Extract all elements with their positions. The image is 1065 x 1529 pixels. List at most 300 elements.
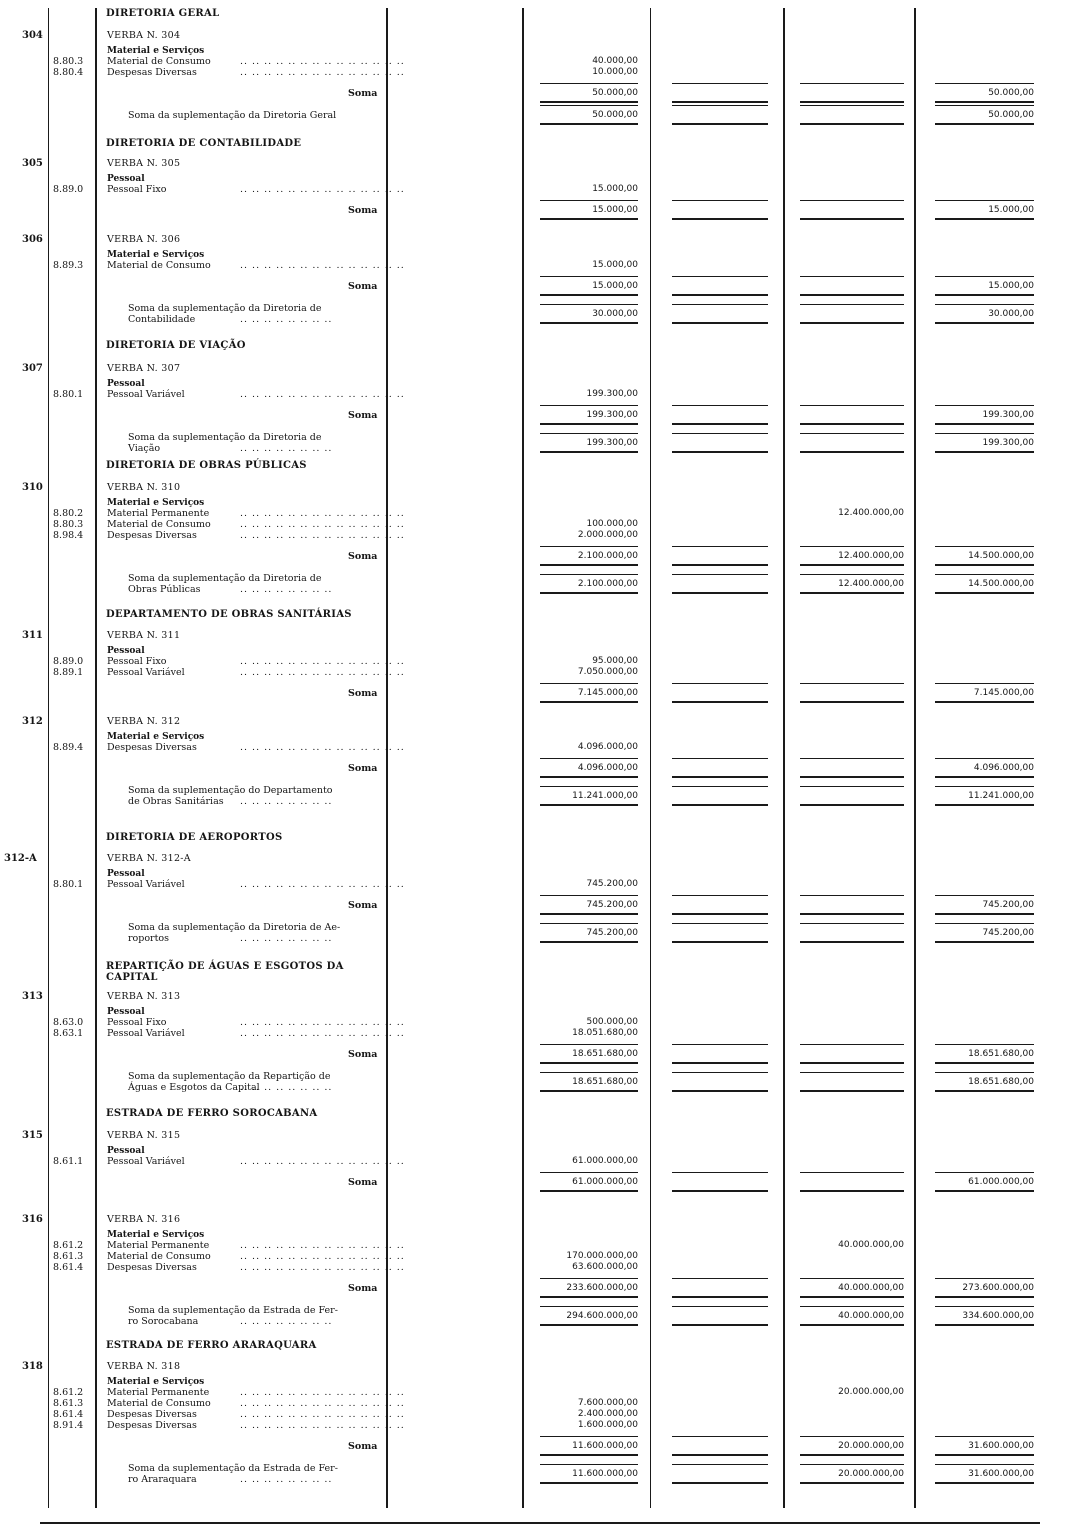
verba-title: VERBA N. 310: [107, 482, 181, 493]
amount-c1: 15.000,00: [592, 260, 638, 270]
total-rule: [540, 895, 638, 896]
section-heading: DIRETORIA DE VIAÇÃO: [106, 340, 246, 351]
leader-dots: .. .. .. .. .. .. .. ..: [240, 796, 333, 807]
total-rule: [672, 1436, 768, 1437]
amount-c1: 1.600.000,00: [577, 1420, 638, 1430]
amount-c3: 40.000.000,00: [838, 1240, 904, 1250]
amount-c1: 2.400.000,00: [577, 1409, 638, 1419]
total-rule: [672, 1454, 768, 1456]
total-rule: [935, 218, 1034, 220]
total-rule: [800, 786, 904, 787]
total-rule: [672, 322, 768, 324]
item-label: Pessoal Fixo: [107, 1017, 167, 1028]
item-label: Pessoal Variável: [107, 667, 185, 678]
total-rule: [800, 1062, 904, 1064]
total-rule: [935, 574, 1034, 575]
leader-dots: .. .. .. .. .. .. .. .. .. .. .. .. .. ..: [240, 67, 405, 78]
column-rule: [650, 8, 651, 1508]
amount-c1: 18.651.680,00: [572, 1049, 638, 1059]
amount-c4: 7.145.000,00: [973, 688, 1034, 698]
item-label: Despesas Diversas: [107, 1409, 197, 1420]
total-rule: [800, 322, 904, 324]
soma-label: Soma: [348, 281, 378, 292]
total-rule: [672, 218, 768, 220]
total-rule: [935, 1306, 1034, 1307]
amount-c3: 40.000.000,00: [838, 1283, 904, 1293]
amount-c1: 50.000,00: [592, 110, 638, 120]
amount-c3: 12.400.000,00: [838, 579, 904, 589]
item-code: 8.80.4: [53, 67, 84, 78]
total-rule: [800, 758, 904, 759]
verba-code: 310: [22, 482, 43, 493]
item-label: Material de Consumo: [107, 519, 211, 530]
item-label: Despesas Diversas: [107, 1420, 197, 1431]
amount-c1: 50.000,00: [592, 88, 638, 98]
amount-c1: 294.600.000,00: [566, 1311, 638, 1321]
total-rule: [540, 451, 638, 453]
supplement-label: Soma da suplementação da Estrada de Fer-: [128, 1463, 338, 1474]
total-rule: [800, 941, 904, 943]
section-heading: DIRETORIA DE CONTABILIDADE: [106, 138, 302, 149]
amount-c1: 199.300,00: [586, 389, 638, 399]
total-rule: [672, 683, 768, 684]
total-rule: [935, 1090, 1034, 1092]
total-rule: [672, 433, 768, 434]
category-label: Pessoal: [107, 379, 145, 389]
section-heading: DIRETORIA DE AEROPORTOS: [106, 832, 283, 843]
total-rule: [672, 1190, 768, 1192]
total-rule: [800, 1296, 904, 1298]
total-rule: [540, 1482, 638, 1484]
total-rule: [800, 804, 904, 806]
amount-c1: 233.600.000,00: [566, 1283, 638, 1293]
amount-c1: 7.050.000,00: [577, 667, 638, 677]
total-rule: [935, 294, 1034, 296]
total-rule: [935, 1190, 1034, 1192]
total-rule: [540, 123, 638, 125]
item-label: Despesas Diversas: [107, 742, 197, 753]
total-rule: [800, 423, 904, 425]
total-rule: [935, 1454, 1034, 1456]
total-rule: [540, 786, 638, 787]
verba-title: VERBA N. 315: [107, 1130, 181, 1141]
total-rule: [540, 1436, 638, 1437]
total-rule: [672, 405, 768, 406]
item-code: 8.80.3: [53, 56, 84, 67]
total-rule: [935, 786, 1034, 787]
item-code: 8.61.2: [53, 1240, 84, 1251]
leader-dots: .. .. .. .. .. .. .. ..: [240, 933, 333, 944]
total-rule: [672, 913, 768, 915]
supplement-label: Soma da suplementação da Repartição de: [128, 1071, 331, 1082]
supplement-label: Contabilidade: [128, 314, 196, 325]
amount-c1: 199.300,00: [586, 410, 638, 420]
supplement-label: Soma da suplementação da Diretoria de Ae-: [128, 922, 341, 933]
total-rule: [800, 683, 904, 684]
verba-title: VERBA N. 306: [107, 234, 181, 245]
leader-dots: .. .. .. .. .. .. .. .. .. .. .. .. .. ..: [240, 1387, 405, 1398]
amount-c4: 30.000,00: [988, 309, 1034, 319]
total-rule: [935, 322, 1034, 324]
total-rule: [935, 683, 1034, 684]
verba-code: 312: [22, 716, 43, 727]
total-rule: [800, 701, 904, 703]
column-rule: [914, 8, 916, 1508]
verba-code: 313: [22, 991, 43, 1002]
category-label: Pessoal: [107, 1146, 145, 1156]
total-rule: [672, 804, 768, 806]
soma-label: Soma: [348, 410, 378, 421]
total-rule: [540, 1072, 638, 1073]
total-rule: [800, 405, 904, 406]
total-rule: [800, 200, 904, 201]
supplement-label: Soma da suplementação da Diretoria de: [128, 303, 322, 314]
total-rule: [672, 200, 768, 201]
amount-c1: 170.000.000,00: [566, 1251, 638, 1261]
total-rule: [935, 1464, 1034, 1465]
total-rule: [935, 564, 1034, 566]
leader-dots: .. .. .. .. .. .. .. .. .. .. .. .. .. ..: [240, 1017, 405, 1028]
amount-c4: 15.000,00: [988, 205, 1034, 215]
total-rule: [800, 1454, 904, 1456]
total-rule: [540, 1278, 638, 1279]
amount-c4: 14.500.000,00: [968, 551, 1034, 561]
total-rule: [540, 683, 638, 684]
total-rule: [540, 913, 638, 915]
amount-c1: 18.651.680,00: [572, 1077, 638, 1087]
amount-c4: 50.000,00: [988, 88, 1034, 98]
category-label: Material e Serviços: [107, 46, 205, 56]
amount-c3: 40.000.000,00: [838, 1311, 904, 1321]
total-rule: [540, 574, 638, 575]
category-label: Material e Serviços: [107, 250, 205, 260]
total-rule: [672, 294, 768, 296]
leader-dots: .. .. .. .. .. .. .. .. .. .. .. .. .. ..: [240, 56, 405, 67]
total-rule: [935, 105, 1034, 106]
total-rule: [672, 1072, 768, 1073]
soma-label: Soma: [348, 1049, 378, 1060]
category-label: Pessoal: [107, 174, 145, 184]
total-rule: [540, 592, 638, 594]
leader-dots: .. .. .. .. .. .. .. .. .. .. .. .. .. ..: [240, 1156, 405, 1167]
item-code: 8.80.1: [53, 879, 84, 890]
total-rule: [672, 1482, 768, 1484]
total-rule: [540, 1172, 638, 1173]
leader-dots: .. .. .. .. .. .. .. .. .. .. .. .. .. ..: [240, 879, 405, 890]
soma-label: Soma: [348, 688, 378, 699]
total-rule: [672, 574, 768, 575]
total-rule: [935, 895, 1034, 896]
total-rule: [800, 923, 904, 924]
amount-c4: 199.300,00: [982, 438, 1034, 448]
total-rule: [935, 123, 1034, 125]
leader-dots: .. .. .. .. .. .. .. .. .. .. .. .. .. ..: [240, 184, 405, 195]
item-label: Material de Consumo: [107, 1251, 211, 1262]
amount-c1: 199.300,00: [586, 438, 638, 448]
column-rule: [386, 8, 388, 1508]
total-rule: [935, 433, 1034, 434]
total-rule: [540, 405, 638, 406]
leader-dots: .. .. .. .. .. .. .. .. .. .. .. .. .. ..: [240, 1420, 405, 1431]
total-rule: [935, 923, 1034, 924]
supplement-label: ro Sorocabana: [128, 1316, 199, 1327]
amount-c4: 14.500.000,00: [968, 579, 1034, 589]
leader-dots: .. .. .. .. .. .. .. .. .. .. .. .. .. ..: [240, 1262, 405, 1273]
supplement-label: ro Araraquara: [128, 1474, 197, 1485]
total-rule: [935, 913, 1034, 915]
item-code: 8.80.2: [53, 508, 84, 519]
soma-label: Soma: [348, 1283, 378, 1294]
supplement-label: Soma da suplementação da Diretoria de: [128, 432, 322, 443]
total-rule: [540, 276, 638, 277]
amount-c1: 2.000.000,00: [577, 530, 638, 540]
total-rule: [540, 776, 638, 778]
total-rule: [800, 276, 904, 277]
soma-label: Soma: [348, 763, 378, 774]
total-rule: [672, 304, 768, 305]
supplement-label: Soma da suplementação da Diretoria Geral: [128, 110, 337, 121]
total-rule: [800, 83, 904, 84]
total-rule: [540, 564, 638, 566]
amount-c3: 20.000.000,00: [838, 1469, 904, 1479]
verba-title: VERBA N. 316: [107, 1214, 181, 1225]
verba-code: 316: [22, 1214, 43, 1225]
item-code: 8.61.2: [53, 1387, 84, 1398]
leader-dots: .. .. .. .. .. .. .. .. .. .. .. .. .. ..: [240, 1398, 405, 1409]
soma-label: Soma: [348, 88, 378, 99]
leader-dots: .. .. .. .. .. .. .. .. .. .. .. .. .. ..: [240, 1251, 405, 1262]
total-rule: [935, 1172, 1034, 1173]
total-rule: [540, 1324, 638, 1326]
amount-c1: 63.600.000,00: [572, 1262, 638, 1272]
column-rule: [48, 8, 49, 1508]
total-rule: [800, 895, 904, 896]
item-label: Material Permanente: [107, 1240, 210, 1251]
total-rule: [800, 776, 904, 778]
total-rule: [540, 923, 638, 924]
total-rule: [800, 1436, 904, 1437]
verba-title: VERBA N. 312-A: [107, 853, 191, 864]
section-heading: ESTRADA DE FERRO SOROCABANA: [106, 1108, 318, 1119]
total-rule: [935, 304, 1034, 305]
leader-dots: .. .. .. .. .. .. .. .. .. .. .. .. .. ..: [240, 508, 405, 519]
amount-c4: 31.600.000,00: [968, 1469, 1034, 1479]
total-rule: [672, 123, 768, 125]
section-heading: DEPARTAMENTO DE OBRAS SANITÁRIAS: [106, 609, 352, 620]
verba-title: VERBA N. 313: [107, 991, 181, 1002]
leader-dots: .. .. .. .. .. .. .. .. .. .. .. .. .. ..: [240, 742, 405, 753]
total-rule: [800, 304, 904, 305]
total-rule: [800, 218, 904, 220]
item-label: Despesas Diversas: [107, 67, 197, 78]
item-code: 8.89.0: [53, 184, 84, 195]
verba-code: 312-A: [4, 853, 37, 864]
amount-c1: 4.096.000,00: [577, 763, 638, 773]
supplement-label: de Obras Sanitárias: [128, 796, 224, 807]
total-rule: [935, 776, 1034, 778]
total-rule: [935, 451, 1034, 453]
total-rule: [672, 105, 768, 106]
leader-dots: .. .. .. .. .. .. .. ..: [240, 1082, 333, 1093]
category-label: Pessoal: [107, 869, 145, 879]
item-label: Pessoal Fixo: [107, 656, 167, 667]
amount-c1: 30.000,00: [592, 309, 638, 319]
amount-c4: 11.241.000,00: [968, 791, 1034, 801]
amount-c1: 100.000,00: [586, 519, 638, 529]
total-rule: [800, 564, 904, 566]
amount-c3: 20.000.000,00: [838, 1441, 904, 1451]
total-rule: [672, 1306, 768, 1307]
item-label: Pessoal Variável: [107, 1156, 185, 1167]
amount-c4: 31.600.000,00: [968, 1441, 1034, 1451]
total-rule: [800, 1306, 904, 1307]
leader-dots: .. .. .. .. .. .. .. ..: [240, 314, 333, 325]
total-rule: [672, 83, 768, 84]
amount-c1: 15.000,00: [592, 281, 638, 291]
total-rule: [672, 101, 768, 103]
amount-c1: 745.200,00: [586, 900, 638, 910]
soma-label: Soma: [348, 1177, 378, 1188]
item-code: 8.61.1: [53, 1156, 84, 1167]
total-rule: [672, 1296, 768, 1298]
amount-c1: 7.600.000,00: [577, 1398, 638, 1408]
item-code: 8.89.3: [53, 260, 84, 271]
total-rule: [540, 304, 638, 305]
total-rule: [800, 1172, 904, 1173]
total-rule: [800, 1482, 904, 1484]
section-heading: DIRETORIA DE OBRAS PÚBLICAS: [106, 460, 307, 471]
total-rule: [672, 941, 768, 943]
leader-dots: .. .. .. .. .. .. .. ..: [240, 584, 333, 595]
soma-label: Soma: [348, 205, 378, 216]
verba-code: 306: [22, 234, 43, 245]
item-label: Material de Consumo: [107, 1398, 211, 1409]
total-rule: [935, 758, 1034, 759]
category-label: Pessoal: [107, 1007, 145, 1017]
total-rule: [540, 804, 638, 806]
column-rule: [783, 8, 785, 1508]
total-rule: [540, 294, 638, 296]
section-heading: ESTRADA DE FERRO ARARAQUARA: [106, 1340, 317, 1351]
amount-c4: 745.200,00: [982, 928, 1034, 938]
column-rule: [522, 8, 524, 1508]
amount-c1: 15.000,00: [592, 205, 638, 215]
total-rule: [540, 701, 638, 703]
total-rule: [935, 276, 1034, 277]
amount-c1: 2.100.000,00: [577, 551, 638, 561]
total-rule: [800, 451, 904, 453]
item-code: 8.63.1: [53, 1028, 84, 1039]
amount-c1: 4.096.000,00: [577, 742, 638, 752]
verba-title: VERBA N. 318: [107, 1361, 181, 1372]
verba-title: VERBA N. 305: [107, 158, 181, 169]
total-rule: [540, 423, 638, 425]
amount-c1: 11.600.000,00: [572, 1441, 638, 1451]
amount-c1: 61.000.000,00: [572, 1156, 638, 1166]
total-rule: [672, 423, 768, 425]
total-rule: [935, 1324, 1034, 1326]
supplement-label: Soma da suplementação da Estrada de Fer-: [128, 1305, 338, 1316]
verba-code: 318: [22, 1361, 43, 1372]
category-label: Material e Serviços: [107, 1377, 205, 1387]
total-rule: [800, 1044, 904, 1045]
item-label: Despesas Diversas: [107, 1262, 197, 1273]
item-code: 8.89.0: [53, 656, 84, 667]
total-rule: [672, 1172, 768, 1173]
total-rule: [800, 105, 904, 106]
item-code: 8.80.1: [53, 389, 84, 400]
total-rule: [800, 433, 904, 434]
total-rule: [935, 1062, 1034, 1064]
supplement-label: roportos: [128, 933, 170, 944]
leader-dots: .. .. .. .. .. .. .. .. .. .. .. .. .. ..: [240, 1240, 405, 1251]
column-rule: [95, 8, 97, 1508]
total-rule: [800, 123, 904, 125]
total-rule: [935, 1072, 1034, 1073]
item-code: 8.89.1: [53, 667, 84, 678]
amount-c4: 273.600.000,00: [962, 1283, 1034, 1293]
total-rule: [540, 1306, 638, 1307]
amount-c1: 40.000,00: [592, 56, 638, 66]
amount-c1: 11.241.000,00: [572, 791, 638, 801]
item-code: 8.61.3: [53, 1398, 84, 1409]
total-rule: [672, 276, 768, 277]
total-rule: [800, 1190, 904, 1192]
total-rule: [540, 105, 638, 106]
amount-c4: 15.000,00: [988, 281, 1034, 291]
verba-code: 307: [22, 363, 43, 374]
supplement-label: Águas e Esgotos da Capital: [128, 1082, 260, 1093]
total-rule: [800, 546, 904, 547]
soma-label: Soma: [348, 1441, 378, 1452]
total-rule: [935, 200, 1034, 201]
leader-dots: .. .. .. .. .. .. .. ..: [240, 443, 333, 454]
section-heading: REPARTIÇÃO DE ÁGUAS E ESGOTOS DA: [106, 961, 344, 972]
total-rule: [800, 1072, 904, 1073]
total-rule: [672, 1044, 768, 1045]
total-rule: [540, 1062, 638, 1064]
amount-c4: 334.600.000,00: [962, 1311, 1034, 1321]
soma-label: Soma: [348, 551, 378, 562]
item-label: Despesas Diversas: [107, 530, 197, 541]
total-rule: [672, 923, 768, 924]
total-rule: [800, 574, 904, 575]
verba-code: 315: [22, 1130, 43, 1141]
amount-c1: 15.000,00: [592, 184, 638, 194]
amount-c1: 745.200,00: [586, 928, 638, 938]
total-rule: [800, 1464, 904, 1465]
total-rule: [800, 294, 904, 296]
total-rule: [672, 451, 768, 453]
category-label: Material e Serviços: [107, 1230, 205, 1240]
amount-c4: 18.651.680,00: [968, 1077, 1034, 1087]
total-rule: [540, 941, 638, 943]
total-rule: [672, 1324, 768, 1326]
total-rule: [540, 1464, 638, 1465]
total-rule: [672, 701, 768, 703]
section-heading: CAPITAL: [106, 972, 158, 983]
amount-c1: 2.100.000,00: [577, 579, 638, 589]
total-rule: [672, 1464, 768, 1465]
total-rule: [935, 592, 1034, 594]
item-code: 8.80.3: [53, 519, 84, 530]
total-rule: [935, 546, 1034, 547]
total-rule: [800, 1324, 904, 1326]
item-code: 8.63.0: [53, 1017, 84, 1028]
verba-title: VERBA N. 311: [107, 630, 181, 641]
total-rule: [672, 776, 768, 778]
category-label: Pessoal: [107, 646, 145, 656]
